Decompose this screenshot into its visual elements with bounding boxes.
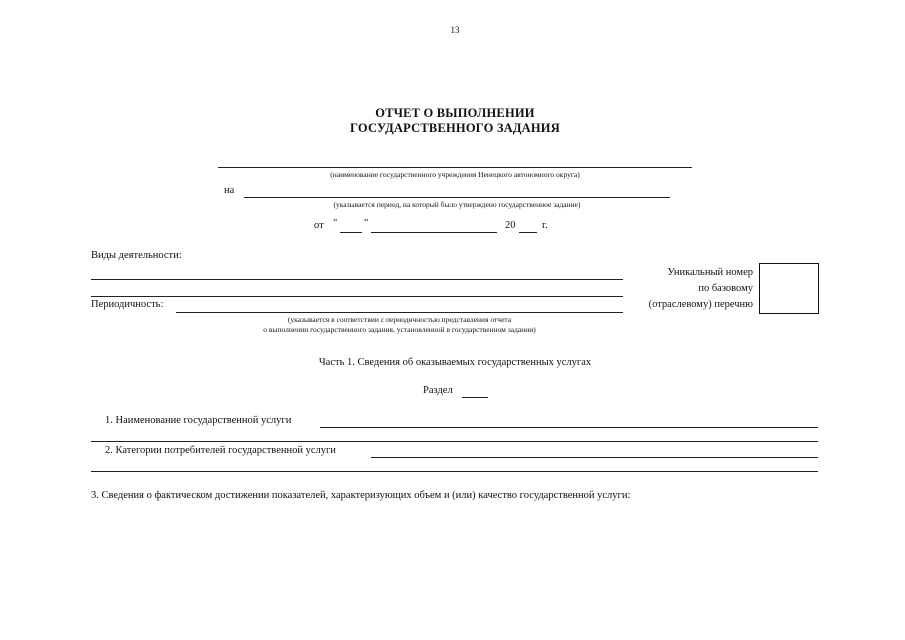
service-name-field-2[interactable] xyxy=(91,441,818,442)
year-suffix: г. xyxy=(542,220,548,231)
part1-heading: Часть 1. Сведения об оказываемых государственных услугах xyxy=(318,357,592,368)
na-label: на xyxy=(224,185,235,196)
activity-field-1[interactable] xyxy=(91,279,623,280)
year-prefix: 20 xyxy=(505,220,516,231)
title-line-1: ОТЧЕТ О ВЫПОЛНЕНИИ xyxy=(375,106,535,120)
title-line-2: ГОСУДАРСТВЕННОГО ЗАДАНИЯ xyxy=(350,121,560,135)
year-field[interactable] xyxy=(519,232,537,233)
institution-hint: (наименование государственного учреждения Ненецкого автономного округа) xyxy=(330,170,580,179)
date-from-label: от xyxy=(314,220,324,231)
consumers-label: 2. Категории потребителей государственной услуги xyxy=(105,445,336,456)
service-name-label: 1. Наименование государственной услуги xyxy=(105,415,292,426)
periodicity-hint-2: о выполнении государственного задания, установленной в государственном задании) xyxy=(263,325,536,334)
quote-open: " xyxy=(333,218,338,229)
period-field[interactable] xyxy=(244,197,670,198)
periodicity-hint-1: (указывается в соответствии с периодичностью представления отчета xyxy=(287,315,512,324)
service-name-field[interactable] xyxy=(320,427,818,428)
institution-name-field[interactable] xyxy=(218,167,692,168)
unique-number-line-1: Уникальный номер xyxy=(667,267,753,278)
day-field[interactable] xyxy=(340,232,362,233)
month-field[interactable] xyxy=(371,232,497,233)
periodicity-field[interactable] xyxy=(176,312,623,313)
section-number-field[interactable] xyxy=(462,397,488,398)
document-title xyxy=(255,106,655,136)
page-number: 13 xyxy=(450,25,460,35)
unique-number-box[interactable] xyxy=(759,263,819,314)
unique-number-line-3: (отраслевому) перечню xyxy=(648,299,753,310)
unique-number-line-2: по базовому xyxy=(698,283,753,294)
periodicity-label: Периодичность: xyxy=(91,299,164,310)
indicators-heading: 3. Сведения о фактическом достижении показателей, характеризующих объем и (или) качество государственной услуги: xyxy=(91,490,631,501)
consumers-field[interactable] xyxy=(371,457,818,458)
consumers-field-2[interactable] xyxy=(91,471,818,472)
quote-close: " xyxy=(364,218,369,229)
activity-field-2[interactable] xyxy=(91,296,623,297)
period-hint: (указывается период, на который было утверждено государственное задание) xyxy=(333,200,581,209)
section-label: Раздел xyxy=(423,385,453,396)
activity-label: Виды деятельности: xyxy=(91,250,182,261)
